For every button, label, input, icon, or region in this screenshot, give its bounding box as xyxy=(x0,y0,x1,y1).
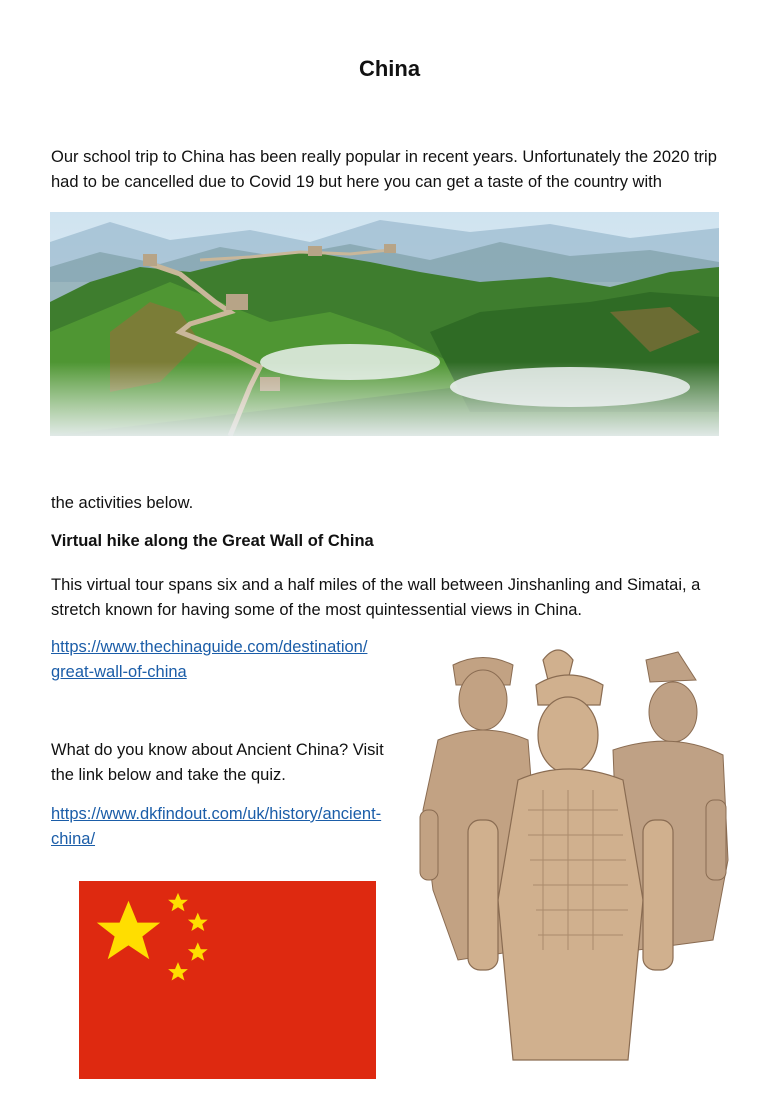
great-wall-link-line1[interactable]: https://www.thechinaguide.com/destination/ xyxy=(51,638,368,656)
terracotta-warriors-illustration xyxy=(418,640,738,1070)
great-wall-image xyxy=(50,212,719,436)
intro-paragraph: Our school trip to China has been really popular in recent years. Unfortunately the 2020 trip had to be cancelled due to Covid 19 but here you can get a taste of the country with xyxy=(51,148,717,191)
great-wall-illustration xyxy=(50,212,719,436)
ancient-china-link-line2[interactable]: china/ xyxy=(51,830,96,848)
quiz-paragraph: What do you know about Ancient China? Visit the link below and take the quiz. xyxy=(51,741,384,784)
terracotta-warriors-image xyxy=(418,640,738,1070)
ancient-china-link-line1[interactable]: https://www.dkfindout.com/uk/history/ancient- xyxy=(51,805,382,823)
china-flag-image xyxy=(79,881,376,1079)
intro-continued: the activities below. xyxy=(51,494,194,512)
ancient-china-link[interactable] xyxy=(51,802,421,852)
hike-description: This virtual tour spans six and a half miles of the wall between Jinshanling and Simatai, a stretch known for having some of the most quintessential views in China. xyxy=(51,576,701,619)
great-wall-link[interactable] xyxy=(51,635,411,685)
china-flag-icon xyxy=(79,881,376,1079)
great-wall-link-line2[interactable]: great-wall-of-china xyxy=(51,663,187,681)
hike-heading: Virtual hike along the Great Wall of China xyxy=(51,532,374,550)
page-title: China xyxy=(358,56,421,81)
